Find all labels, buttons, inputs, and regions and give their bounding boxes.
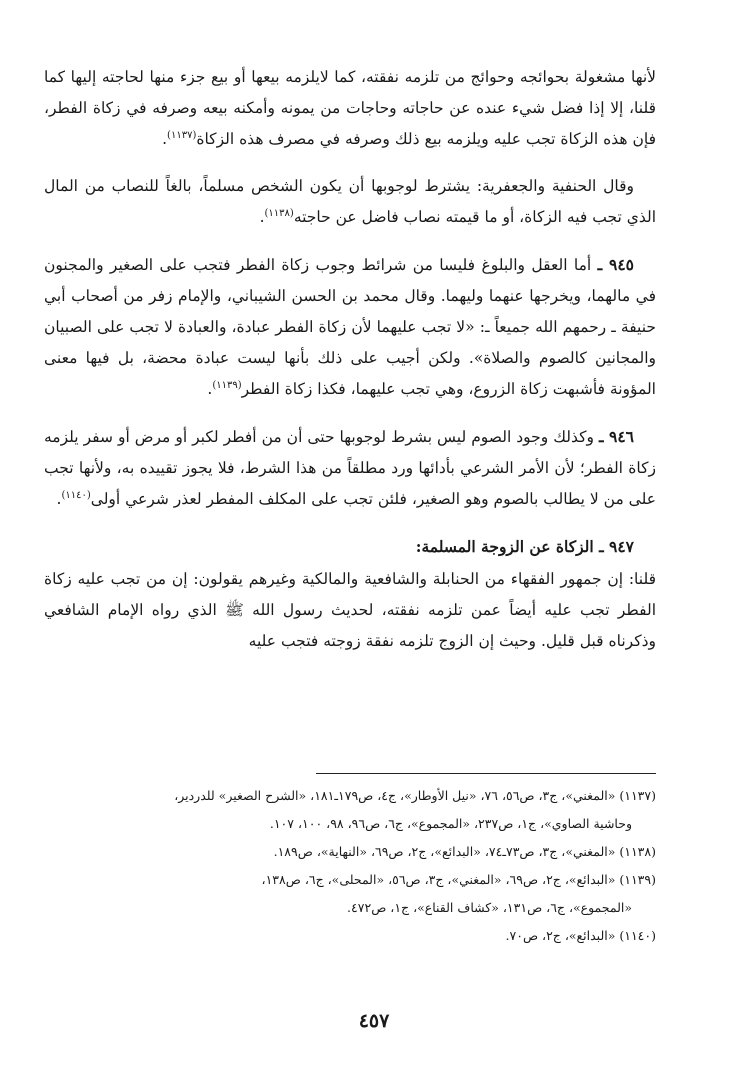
footnote-reference[interactable]: (١١٣٨) [264, 207, 294, 219]
main-text [44, 62, 656, 673]
paragraph-947 [44, 564, 656, 657]
footnote-text: «المغني»، ج٣، ص٥٦، ٧٦، «نيل الأوطار»، ج٤، ص١٧٩ـ١٨١، «الشرح الصغير» للدردير، [174, 788, 616, 803]
footnotes-section [44, 782, 656, 950]
footnote-1137-continued [44, 810, 656, 838]
footnote-1137 [44, 782, 656, 810]
paragraph-1: لأنها مشغولة بحوائجه وحوائج من تلزمه نفقته، كما لايلزمه بيعها أو بيع جزء منها لحاجته إليها كما قلنا، إلا إذا فضل شيء عنده عن حاجاته وحاجات من يمونه وأمكنه بيعه وصرفه في زكاة الفطر، فإن هذه الزكاة تجب عليه ويلزمه بيع ذلك وصرفه في مصرف هذه الزكاة$^{(١١٣٧)}$. [44, 68, 656, 148]
footnote-text: «المجموع»، ج٦، ص١٣١، «كشاف القناع»، ج١، ص٤٧٢. [347, 900, 632, 915]
section-number: ٩٤٦ ـ [599, 427, 635, 446]
paragraph-text: وقال الحنفية والجعفرية: يشترط لوجوبها أن يكون الشخص مسلماً، بالغاً للنصاب من المال الذي تجب فيه الزكاة، أو ما قيمته نصاب فاضل عن حاجته [44, 177, 656, 226]
footnote-text: وحاشية الصاوي»، ج١، ص٢٣٧، «المجموع»، ج٦، ص٩٦، ٩٨، ١٠٠، ١٠٧. [269, 816, 632, 831]
footnote-1139 [44, 866, 656, 894]
footnote-number: (١١٤٠) [619, 928, 656, 943]
footnote-reference[interactable]: (١١٣٧) [167, 129, 197, 141]
section-heading-947 [44, 531, 656, 562]
section-number: ٩٤٧ ـ [599, 537, 634, 556]
footnote-number: (١١٣٩) [619, 872, 656, 887]
footnote-text: «البدائع»، ج٢، ص٧٠. [505, 928, 616, 943]
paragraph-2: وقال الحنفية والجعفرية: يشترط لوجوبها أن يكون الشخص مسلماً، بالغاً للنصاب من المال الذي تجب فيه الزكاة، أو ما قيمته نصاب فاضل عن حاجته$^{(١١٣٨)}$. [44, 177, 656, 226]
footnote-number: (١١٣٨) [619, 844, 656, 859]
footnote-1139-continued [44, 894, 656, 922]
footnote-1140 [44, 922, 656, 950]
paragraph-text: لأنها مشغولة بحوائجه وحوائج من تلزمه نفقته، كما لايلزمه بيعها أو بيع جزء منها لحاجته إليها كما قلنا، إلا إذا فضل شيء عنده عن حاجاته وحاجات من يمونه وأمكنه بيعه وصرفه في زكاة الفطر، فإن هذه الزكاة تجب عليه ويلزمه بيع ذلك وصرفه في مصرف هذه الزكاة [44, 68, 656, 148]
paragraph-946: ٩٤٦ ـ وكذلك وجود الصوم ليس بشرط لوجوبها حتى أن من أفطر لكبر أو مرض أو سفر يلزمه زكاة الفطر؛ لأن الأمر الشرعي بأدائها ورد مطلقاً من هذا الشرط، فلا يجوز تقييده به، ولأنها تجب على من لا يطالب بالصوم وهو الصغير، فلئن تجب على المكلف المفطر لعذر شرعي أولى$^{(١١٤٠)}$. [44, 427, 656, 508]
footnote-1138 [44, 838, 656, 866]
section-number: ٩٤٥ ـ [597, 255, 634, 274]
paragraph-text: أما العقل والبلوغ فليسا من شرائط وجوب زكاة الفطر فتجب على الصغير والمجنون في مالهما، ويخرجها عنهما وليهما. وقال محمد بن الحسن الشيباني، والإمام زفر من أصحاب أبي حنيفة ـ رحمهم الله جميعاً ـ: «لا تجب عليهما لأن زكاة الفطر عبادة، والعبادة لا تجب على الصبيان والمجانين كالصوم والصلاة». ولكن أجيب على ذلك بأنها ليست عبادة محضة، بل فيها معنى المؤونة فأشبهت زكاة الزروع، وهي تجب عليهما، فكذا زكاة الفطر [44, 256, 656, 398]
footnote-text: «المغني»، ج٣، ص٧٣ـ٧٤، «البدائع»، ج٢، ص٦٩، «النهاية»، ص١٨٩. [273, 844, 616, 859]
section-heading: الزكاة عن الزوجة المسلمة: [415, 537, 594, 556]
footnote-reference[interactable]: (١١٤٠) [61, 489, 91, 501]
footnote-reference[interactable]: (١١٣٩) [212, 379, 242, 391]
page-number: ٤٥٧ [358, 1010, 390, 1032]
paragraph-text: وكذلك وجود الصوم ليس بشرط لوجوبها حتى أن من أفطر لكبر أو مرض أو سفر يلزمه زكاة الفطر؛ لأن الأمر الشرعي بأدائها ورد مطلقاً من هذا الشرط، فلا يجوز تقييده به، ولأنها تجب على من لا يطالب بالصوم وهو الصغير، فلئن تجب على المكلف المفطر لعذر شرعي أولى [44, 428, 656, 508]
footnote-number: (١١٣٧) [619, 788, 656, 803]
paragraph-945: ٩٤٥ ـ أما العقل والبلوغ فليسا من شرائط وجوب زكاة الفطر فتجب على الصغير والمجنون في مالهما، ويخرجها عنهما وليهما. وقال محمد بن الحسن الشيباني، والإمام زفر من أصحاب أبي حنيفة ـ رحمهم الله جميعاً ـ: «لا تجب عليهما لأن زكاة الفطر عبادة، والعبادة لا تجب على الصبيان والمجانين كالصوم والصلاة». ولكن أجيب على ذلك بأنها ليست عبادة محضة، بل فيها معنى المؤونة فأشبهت زكاة الزروع، وهي تجب عليهما، فكذا زكاة الفطر$^{(١١٣٩)}$. [44, 255, 656, 398]
paragraph-text: قلنا: إن جمهور الفقهاء من الحنابلة والشافعية والمالكية وغيرهم يقولون: إن من تجب عليه زكاة الفطر تجب عليه أيضاً عمن تلزمه نفقته، لحديث رسول الله ﷺ الذي رواه الإمام الشافعي وذكرناه قبل قليل. وحيث إن الزوج تلزمه نفقة زوجته فتجب عليه [44, 570, 656, 650]
footnote-divider [316, 773, 656, 774]
footnote-text: «البدائع»، ج٢، ص٦٩، «المغني»، ج٣، ص٥٦، «المحلى»، ج٦، ص١٣٨، [261, 872, 616, 887]
